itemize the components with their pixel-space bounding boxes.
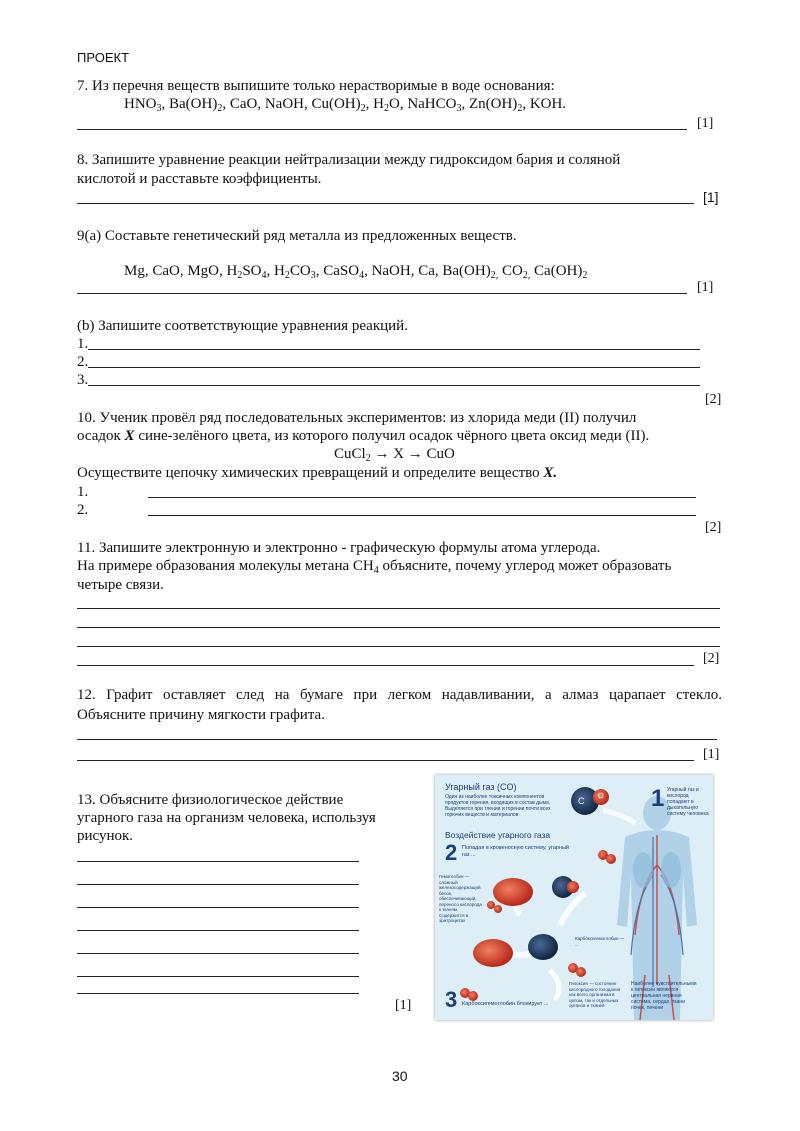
q10-points: [2] (705, 520, 722, 535)
q9b-line-2[interactable] (88, 367, 700, 368)
q8-points: [1] (703, 189, 719, 205)
hypoxia-note: Гипоксия — состояние кислородного голодания как всего организма в целом, так и отдельных органов и тканей (569, 981, 621, 1008)
infographic-intro: Один из наиболее токсичных компонентов продуктов горения, входящих в состав дыма. Выделяется при тлении и горении почти всех горючих веществ и материалов (445, 794, 551, 818)
q9b-line-3[interactable] (88, 385, 700, 386)
q13-answer-line-4[interactable] (77, 930, 359, 931)
q13-line1: 13. Объясните физиологическое действие (77, 792, 344, 808)
q10-line3: Осуществите цепочку химических превращений и определите вещество X. (77, 465, 558, 481)
q11-points: [2] (703, 651, 720, 666)
q13-answer-line-2[interactable] (77, 884, 359, 885)
step-2-number: 2 (445, 840, 458, 865)
q9b-item-1: 1. (77, 336, 89, 352)
sensitive-organs-note: Наиболее чувствительными к гипоксии являются центральная нервная система, сердце, ткани почек, печени (631, 981, 697, 1011)
q11-line3: четыре связи. (77, 577, 164, 593)
q13-line3: рисунок. (77, 828, 134, 844)
q11-answer-line-4[interactable] (77, 665, 694, 666)
q13-points: [1] (395, 998, 412, 1013)
q8-answer-line[interactable] (77, 203, 694, 204)
step-2-text: Попадая в кровеносную систему, угарный газ ... (462, 845, 570, 858)
q10-line-2[interactable] (148, 515, 696, 516)
q11-answer-line-3[interactable] (77, 646, 720, 647)
q12-line1: 12. Графит оставляет след на бумаге при легком надавливании, а алмаз царапает стекло. (77, 687, 722, 703)
q9b-points: [2] (705, 392, 722, 407)
q9b-line-1[interactable] (88, 349, 700, 350)
q13-answer-line-7[interactable] (77, 993, 359, 994)
carboxyhemoglobin-label: Карбоксигемоглобин — ... (575, 936, 625, 947)
project-label: ПРОЕКТ (77, 50, 130, 65)
step-1-text: Угарный газ и кислород попадают в дыхательную систему человека (667, 787, 709, 817)
q9b-text: (b) Запишите соответствующие уравнения реакций. (77, 318, 408, 334)
q7-points: [1] (697, 116, 714, 131)
q13-line2: угарного газа на организм человека, используя (77, 810, 376, 826)
q8-line2: кислотой и расставьте коэффициенты. (77, 171, 322, 187)
q9a-substances: Mg, CaO, MgO, $H_2SO_4$, $H_2CO_3$, CaSO$_4$, NaOH, Ca, $Ba(OH)_{2,}$ $CO_{2,}$ $Ca(OH)_2$ (124, 263, 588, 281)
q11-answer-line-1[interactable] (77, 608, 720, 609)
page-number: 30 (392, 1068, 408, 1084)
co-atom-c: C (578, 796, 585, 806)
q10-line-1[interactable] (148, 497, 696, 498)
co-atom-o: O (598, 793, 604, 800)
q10-line2: осадок X сине-зелёного цвета, из которого получил осадок чёрного цвета оксид меди (II). (77, 428, 650, 444)
step-3-number: 3 (445, 987, 458, 1012)
q13-answer-line-5[interactable] (77, 953, 359, 954)
q10-item-2: 2. (77, 502, 89, 518)
q9a-answer-line[interactable] (77, 293, 687, 294)
q11-answer-line-2[interactable] (77, 627, 720, 628)
q7-substances: $HNO_3$, $Ba(OH)_2$, CaO, NaOH, $Cu(OH)_2$, $H_2O$, NaHCO$_3$, $Zn(OH)_2$, KOH. (124, 96, 567, 114)
q11-line2: На примере образования молекулы метана $CH_4$ объясните, почему углерод может образовать (77, 558, 672, 576)
step-1-number: 1 (651, 785, 665, 812)
infographic-title: Угарный газ (CO) (445, 782, 517, 792)
q10-chain: CuCl$_2$ → X → CuO (334, 446, 455, 464)
q12-points: [1] (703, 747, 720, 762)
infographic-subtitle: Воздействие угарного газа (445, 830, 551, 840)
q9b-item-3: 3. (77, 372, 89, 388)
q9b-item-2: 2. (77, 354, 89, 370)
q12-answer-line-1[interactable] (77, 739, 717, 740)
q10-item-1: 1. (77, 484, 89, 500)
q13-answer-line-3[interactable] (77, 907, 359, 908)
q7-answer-line[interactable] (77, 129, 687, 130)
q9a-points: [1] (697, 280, 714, 295)
q9a-text: 9(a) Составьте генетический ряд металла из предложенных веществ. (77, 228, 517, 244)
q10-line1: 10. Ученик провёл ряд последовательных экспериментов: из хлорида меди (II) получил (77, 410, 637, 426)
q11-line1: 11. Запишите электронную и электронно - графическую формулы атома углерода. (77, 540, 601, 556)
q13-answer-line-6[interactable] (77, 976, 359, 977)
q12-line2: Объясните причину мягкости графита. (77, 707, 325, 723)
q12-answer-line-2[interactable] (77, 760, 694, 761)
co-infographic (435, 775, 713, 1020)
q13-answer-line-1[interactable] (77, 861, 359, 862)
step-3-text: Карбоксигемоглобин блокирует ... (462, 1001, 549, 1007)
hemoglobin-note: Гемоглобин — сложный железосодержащий белок, обеспечивающий, переносо кислорода к тканям. Содержится в эритроцитах (439, 874, 482, 923)
q8-line1: 8. Запишите уравнение реакции нейтрализации между гидроксидом бария и соляной (77, 152, 621, 168)
q7-text: 7. Из перечня веществ выпишите только нерастворимые в воде основания: (77, 78, 555, 94)
